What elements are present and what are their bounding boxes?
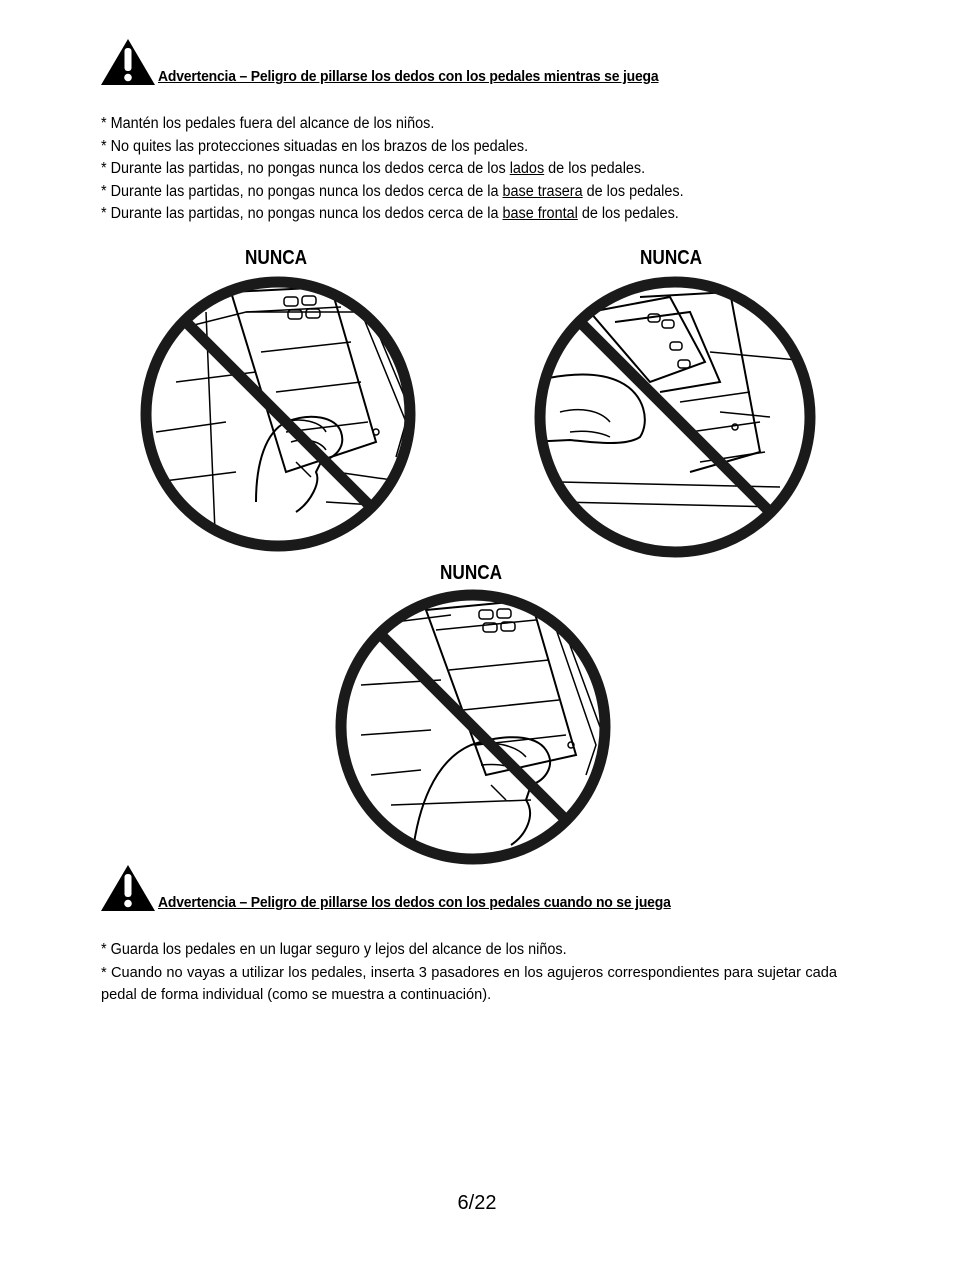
bullet-item: * Mantén los pedales fuera del alcance de los niños. bbox=[101, 115, 435, 132]
bullet-item: * Durante las partidas, no pongas nunca los dedos cerca de la base trasera de los pedales. bbox=[101, 182, 684, 200]
bullet-list-1 bbox=[101, 113, 837, 226]
bullet-item: * No quites las protecciones situadas en los brazos de los pedales. bbox=[101, 137, 529, 155]
bullet-list-2 bbox=[101, 939, 837, 1007]
bullet-item: * Cuando no vayas a utilizar los pedales, inserta 3 pasadores en los agujeros correspondientes para sujetar cada pedal de forma individual (como se muestra a continuación). bbox=[101, 964, 837, 1003]
warning-heading-1 bbox=[100, 38, 696, 86]
warning-title: Advertencia – Peligro de pillarse los dedos con los pedales mientras se juega bbox=[158, 68, 659, 85]
bullet-item: * Durante las partidas, no pongas nunca los dedos cerca de los lados de los pedales. bbox=[101, 160, 646, 177]
warning-title: Advertencia – Peligro de pillarse los dedos con los pedales cuando no se juega bbox=[158, 894, 671, 911]
page-number: 6/22 bbox=[457, 1192, 497, 1214]
prohibited-finger-sides-illustration bbox=[136, 272, 420, 556]
bullet-item: * Durante las partidas, no pongas nunca los dedos cerca de la base frontal de los pedales. bbox=[101, 205, 679, 222]
warning-triangle-icon bbox=[100, 38, 156, 86]
illustration-label-left: NUNCA bbox=[245, 247, 308, 269]
warning-heading-2 bbox=[100, 864, 709, 912]
warning-triangle-icon bbox=[100, 864, 156, 912]
illustration-label-right: NUNCA bbox=[640, 247, 703, 269]
bullet-item: * Guarda los pedales en un lugar seguro y lejos del alcance de los niños. bbox=[101, 941, 567, 958]
prohibited-finger-front-base-illustration bbox=[331, 585, 615, 869]
illustration-label-center: NUNCA bbox=[440, 562, 503, 584]
prohibited-finger-back-base-illustration bbox=[530, 272, 820, 562]
